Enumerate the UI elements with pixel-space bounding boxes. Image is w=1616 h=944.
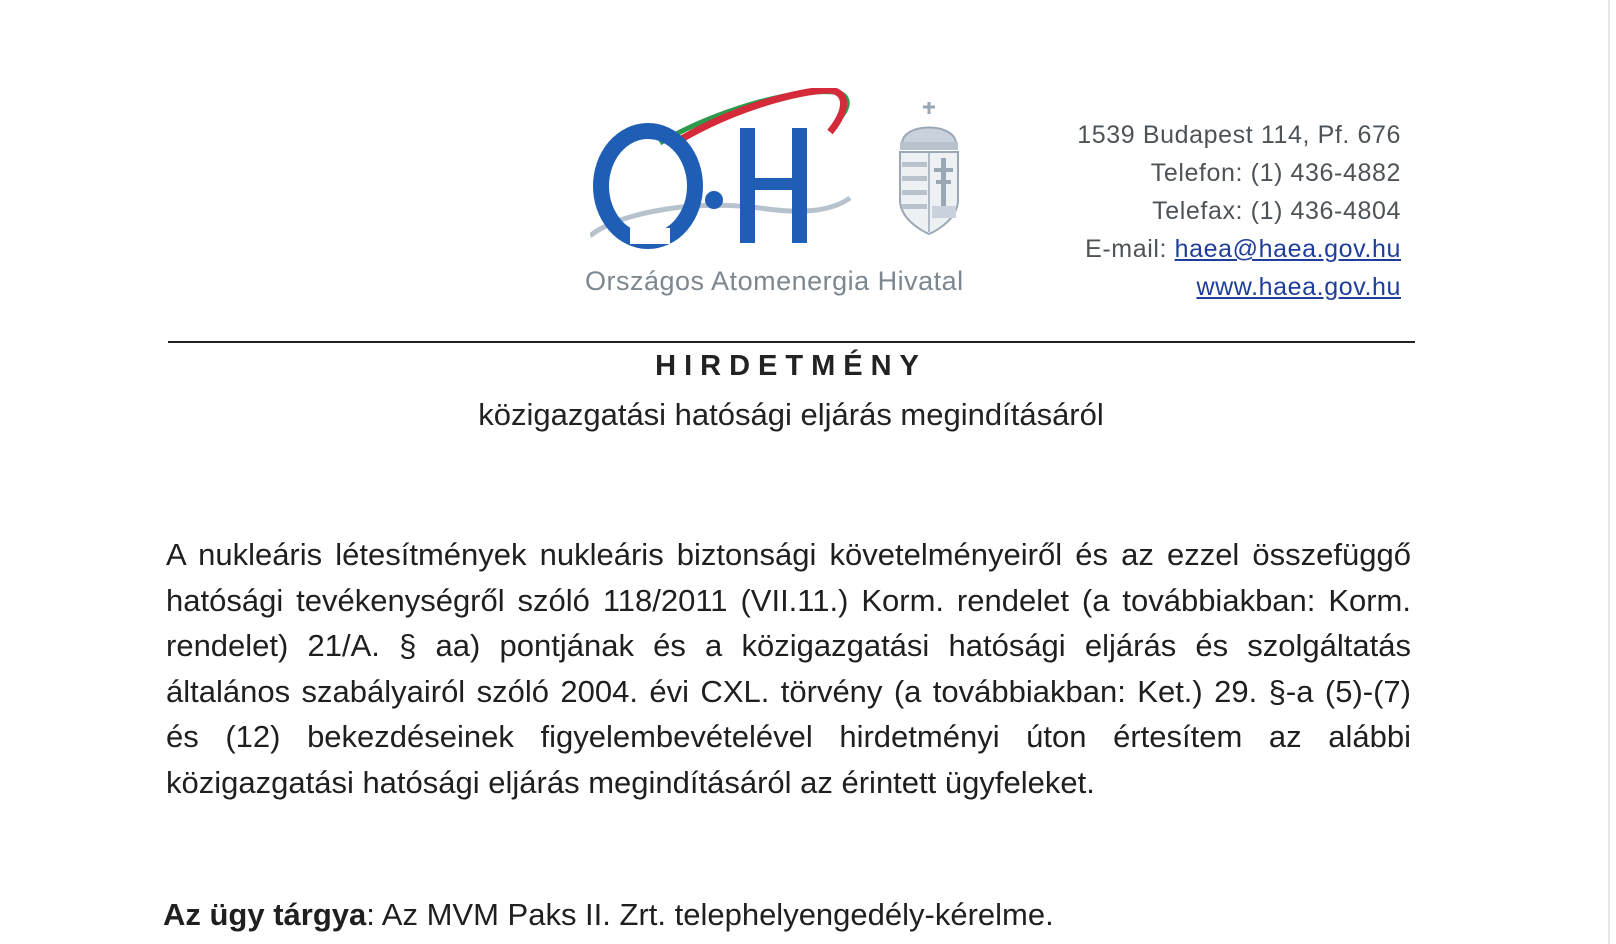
document-subtitle: közigazgatási hatósági eljárás megindításáról [478, 397, 1104, 432]
page-edge [1608, 0, 1610, 944]
document-body: A nukleáris létesítmények nukleáris biztonsági követelményeiről és az ezzel összefüggő hatósági tevékenységről szóló 118/2011 (VII.11.) Korm. rendelet (a továbbiakban: Korm. rendelet) 21/A. § aa) pontjának és a közigazgatási hatósági eljárás és szolgáltatás általános szabályairól szóló 2004. évi CXL. törvény (a továbbiakban: Ket.) 29. §-a (5)-(7) és (12) bekezdéseinek figyelembevételével hirdetményi úton értesítem az alábbi közigazgatási hatósági eljárás megindításáról az érintett ügyfeleket. [166, 537, 1411, 800]
contact-phone: Telefon: (1) 436-4882 [1150, 159, 1401, 187]
subject-label: Az ügy tárgya [163, 897, 367, 932]
org-name: Országos Atomenergia Hivatal [585, 266, 964, 296]
contact-block [1077, 116, 1401, 306]
contact-fax: Telefax: (1) 436-4804 [1152, 197, 1401, 225]
hungarian-coat-of-arms-icon [894, 100, 964, 240]
case-subject [163, 897, 1413, 933]
header-divider [168, 341, 1415, 343]
subject-text: : Az MVM Paks II. Zrt. telephelyengedély-kérelme. [366, 897, 1054, 932]
email-link[interactable]: haea@haea.gov.hu [1174, 235, 1401, 263]
oah-logo [590, 88, 880, 258]
contact-website-row [1077, 268, 1401, 306]
document-title: HIRDETMÉNY [655, 350, 927, 382]
email-label: E-mail: [1085, 235, 1175, 263]
website-link[interactable]: www.haea.gov.hu [1196, 273, 1401, 301]
contact-address: 1539 Budapest 114, Pf. 676 [1077, 121, 1401, 149]
contact-email-row [1077, 230, 1401, 268]
